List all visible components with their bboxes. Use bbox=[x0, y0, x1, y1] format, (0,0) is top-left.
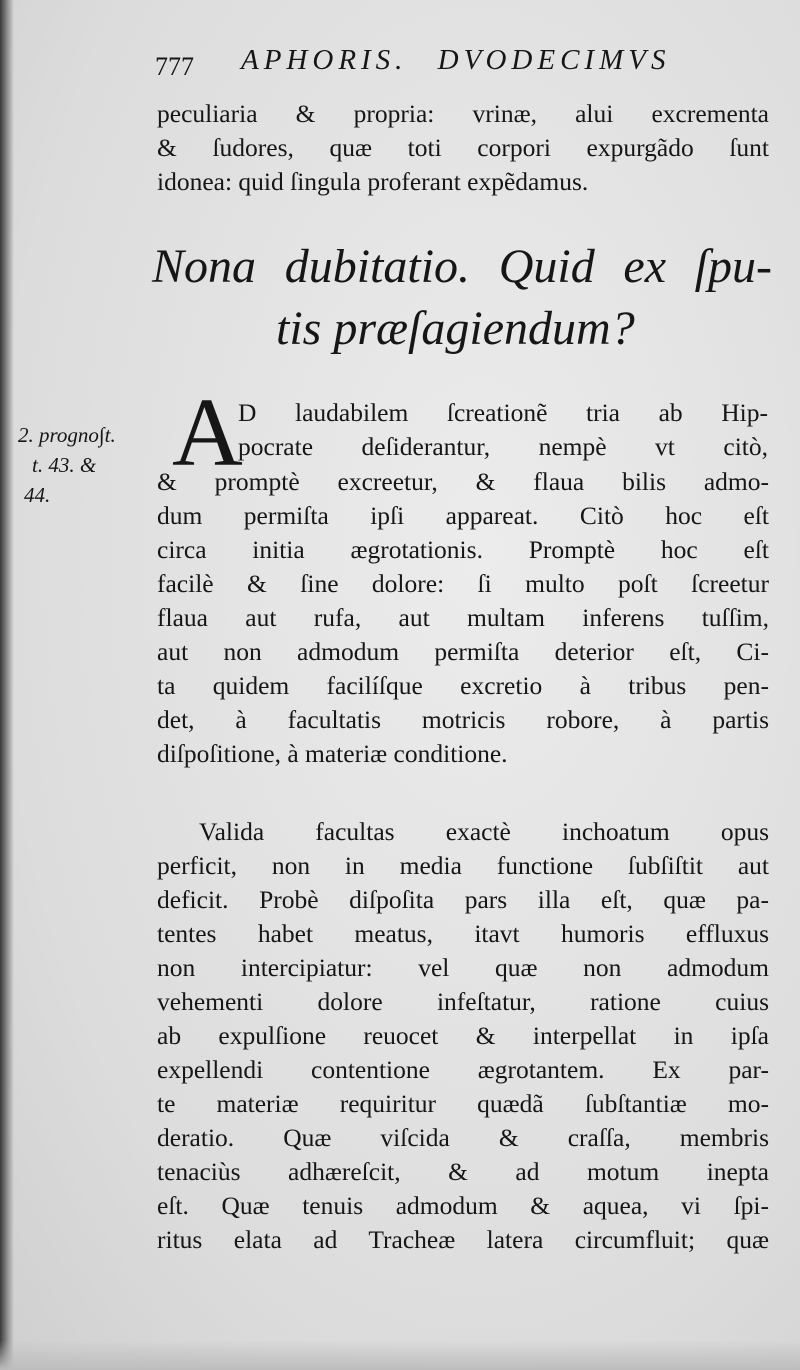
text-line: pocrate deſiderantur, nempè vt citò, bbox=[238, 432, 768, 461]
text-line: non intercipiatur: vel quæ non admodum bbox=[157, 953, 769, 982]
section-heading bbox=[152, 236, 772, 360]
text-line: ta quidem facilíſque excretio à tribus pen- bbox=[157, 671, 769, 700]
gutter-shadow bbox=[0, 0, 14, 1370]
text-line: circa initia ægrotationis. Promptè hoc eſt bbox=[157, 535, 769, 564]
text-line: tenaciùs adhæreſcit, & ad motum inepta bbox=[157, 1157, 769, 1186]
heading-line: tis præſagiendum? bbox=[276, 302, 635, 355]
text-line: perficit, non in media functione ſubſiſtit aut bbox=[157, 851, 769, 880]
text-line: expellendi contentione ægrotantem. Ex par- bbox=[157, 1055, 769, 1084]
text-line: aut non admodum permiſta deterior eſt, Ci- bbox=[157, 637, 769, 666]
text-line: det, à facultatis motricis robore, à partis bbox=[157, 705, 769, 734]
text-line: eſt. Quæ tenuis admodum & aquea, vi ſpi- bbox=[157, 1191, 769, 1220]
text-line: ab expulſione reuocet & interpellat in ipſa bbox=[157, 1021, 769, 1050]
paragraph bbox=[157, 465, 769, 771]
text-line: diſpoſitione, à materiæ conditione. bbox=[157, 739, 508, 768]
text-line: vehementi dolore infeſtatur, ratione cuius bbox=[157, 987, 769, 1016]
paragraph bbox=[157, 815, 769, 1257]
margin-note-line: 44. bbox=[24, 483, 51, 507]
margin-note bbox=[18, 420, 148, 510]
text-line: & promptè excreetur, & flaua bilis admo- bbox=[157, 467, 769, 496]
margin-note-line: t. 43. & bbox=[32, 453, 97, 477]
text-line: deratio. Quæ viſcida & craſſa, membris bbox=[157, 1123, 769, 1152]
drop-cap: A bbox=[172, 379, 243, 487]
text-line: peculiaria & propria: vrinæ, alui excrementa bbox=[157, 99, 769, 128]
text-line: te materiæ requiritur quædã ſubſtantiæ mo- bbox=[157, 1089, 769, 1118]
text-line: tentes habet meatus, itavt humoris effluxus bbox=[157, 919, 769, 948]
intro-text bbox=[157, 97, 769, 199]
running-head bbox=[155, 44, 775, 84]
text-line: facilè & ſine dolore: ſi multo poſt ſcreetur bbox=[157, 569, 769, 598]
text-line: & ſudores, quæ toti corpori expurgãdo ſunt bbox=[157, 133, 769, 162]
paragraph-opening bbox=[238, 396, 768, 464]
heading-line: Nona dubitatio. Quid ex ſpu- bbox=[152, 240, 772, 293]
page-edge-shadow bbox=[0, 1340, 800, 1370]
text-line: idonea: quid ſingula proferant expẽdamus. bbox=[157, 167, 589, 196]
text-line: flaua aut rufa, aut multam inferens tuſſim, bbox=[157, 603, 769, 632]
page-number: 777 bbox=[155, 52, 194, 81]
text-line: deficit. Probè diſpoſita pars illa eſt, quæ pa- bbox=[157, 885, 769, 914]
margin-note-line: 2. progno∫t. bbox=[18, 423, 116, 447]
text-line: Valida facultas exactè inchoatum opus bbox=[199, 817, 769, 846]
text-line: ritus elata ad Tracheæ latera circumfluit; quæ bbox=[157, 1225, 769, 1254]
running-title: APHORIS. DVODECIMVS bbox=[241, 44, 671, 76]
text-line: dum permiſta ipſi appareat. Citò hoc eſt bbox=[157, 501, 769, 530]
text-line: D laudabilem ſcreationẽ tria ab Hip- bbox=[238, 398, 768, 427]
